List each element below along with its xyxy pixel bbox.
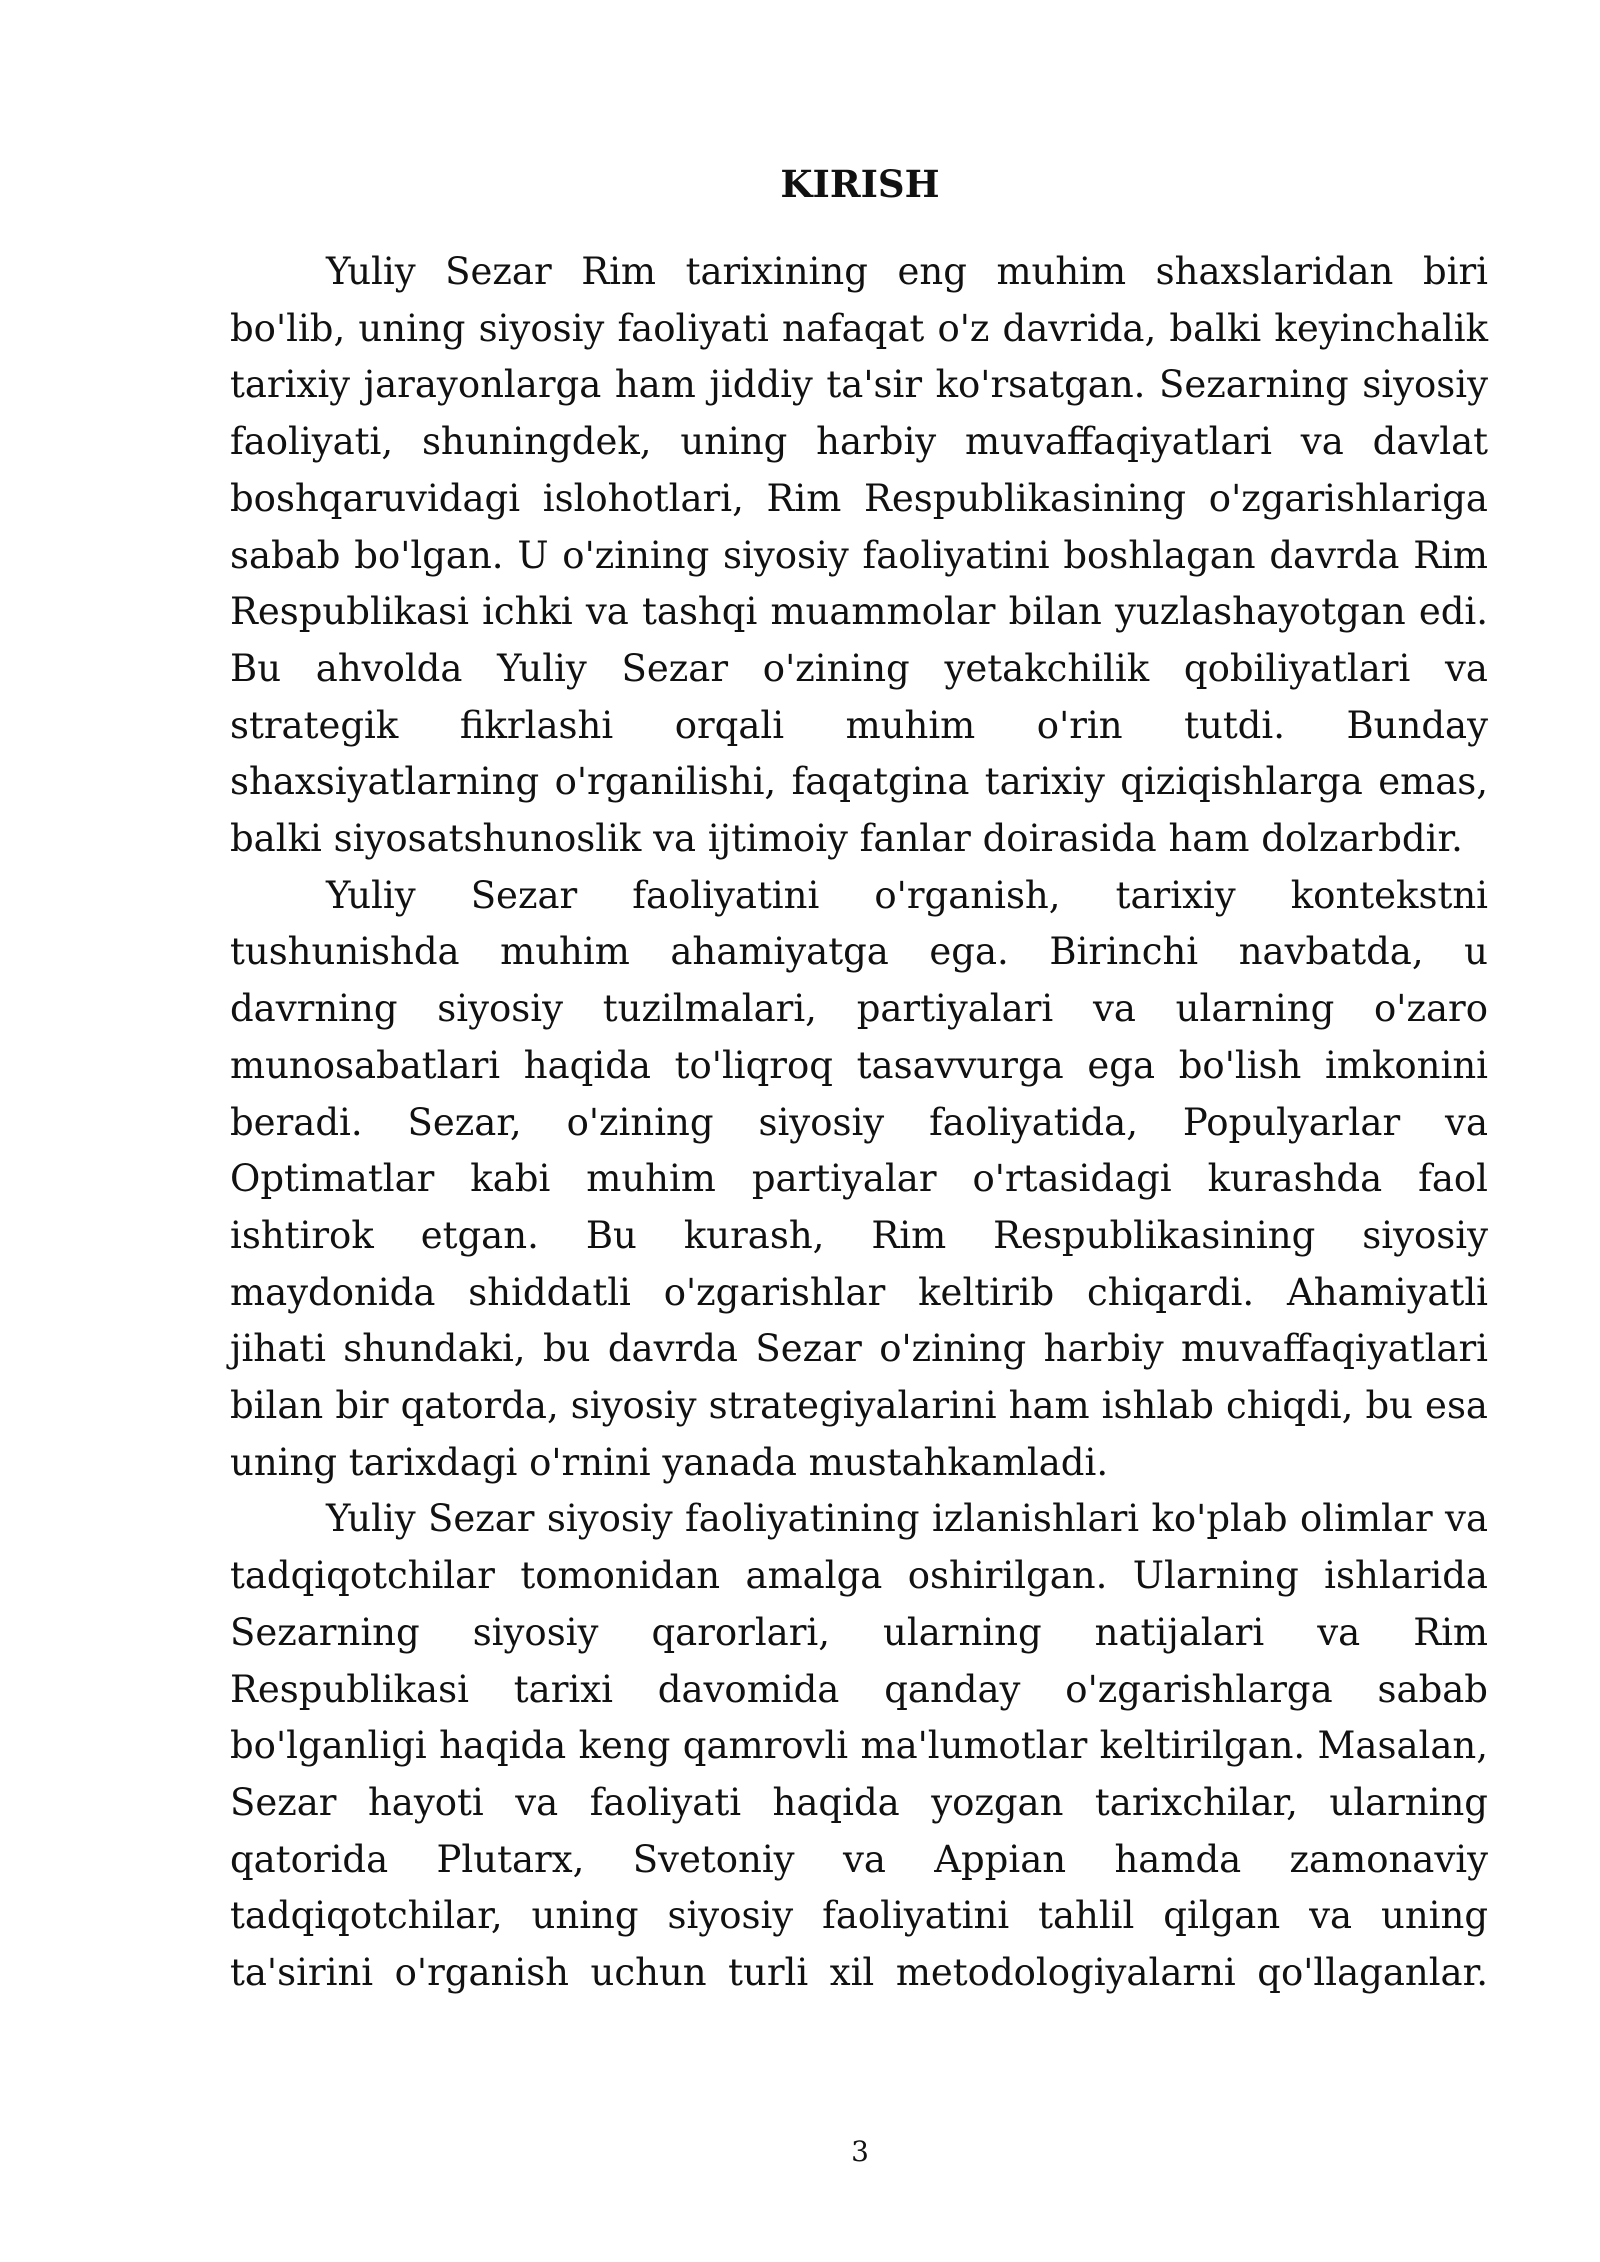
page-title: KIRISH — [780, 162, 940, 206]
paragraph: Yuliy Sezar siyosiy faoliyatining izlanishlari ko'plab olimlar va tadqiqotchilar tomonidan amalga oshirilgan. Ularning ishlarida Sezarning siyosiy qarorlari, ularning natijalari va Rim Respublikasi tarixi davomida qanday o'zgarishlarga sabab bo'lganligi haqida keng qamrovli ma'lumotlar keltirilgan. Masalan, Sezar hayoti va faoliyati haqida yozgan tarixchilar, ularning qatorida Plutarx, Svetoniy va Appian hamda zamonaviy tadqiqotchilar, uning siyosiy faoliyatini tahlil qilgan va uning ta'sirini o'rganish uchun turli xil metodologiyalarni qo'llaganlar. — [230, 1497, 1488, 1995]
paragraph: Yuliy Sezar Rim tarixining eng muhim shaxslaridan biri bo'lib, uning siyosiy faoliyati nafaqat o'z davrida, balki keyinchalik tarixiy jarayonlarga ham jiddiy ta'sir ko'rsatgan. Sezarning siyosiy faoliyati, shuningdek, uning harbiy muvaffaqiyatlari va davlat boshqaruvidagi islohotlari, Rim Respublikasining o'zgarishlariga sabab bo'lgan. U o'zining siyosiy faoliyatini boshlagan davrda Rim Respublikasi ichki va tashqi muammolar bilan yuzlashayotgan edi. Bu ahvolda Yuliy Sezar o'zining yetakchilik qobiliyatlari va strategik fikrlashi orqali muhim o'rin tutdi. Bunday shaxsiyatlarning o'rganilishi, faqatgina tarixiy qiziqishlarga emas, balki siyosatshunoslik va ijtimoiy fanlar doirasida ham dolzarbdir. — [230, 250, 1488, 861]
paragraph: Yuliy Sezar faoliyatini o'rganish, tarixiy kontekstni tushunishda muhim ahamiyatga ega. Birinchi navbatda, u davrning siyosiy tuzilmalari, partiyalari va ularning o'zaro munosabatlari haqida to'liqroq tasavvurga ega bo'lish imkonini beradi. Sezar, o'zining siyosiy faoliyatida, Populyarlar va Optimatlar kabi muhim partiyalar o'rtasidagi kurashda faol ishtirok etgan. Bu kurash, Rim Respublikasining siyosiy maydonida shiddatli o'zgarishlar keltirib chiqardi. Ahamiyatli jihati shundaki, bu davrda Sezar o'zining harbiy muvaffaqiyatlari bilan bir qatorda, siyosiy strategiyalarini ham ishlab chiqdi, bu esa uning tarixdagi o'rnini yanada mustahkamladi. — [230, 873, 1488, 1484]
document-body — [230, 244, 1488, 2002]
page-number: 3 — [851, 2135, 869, 2168]
